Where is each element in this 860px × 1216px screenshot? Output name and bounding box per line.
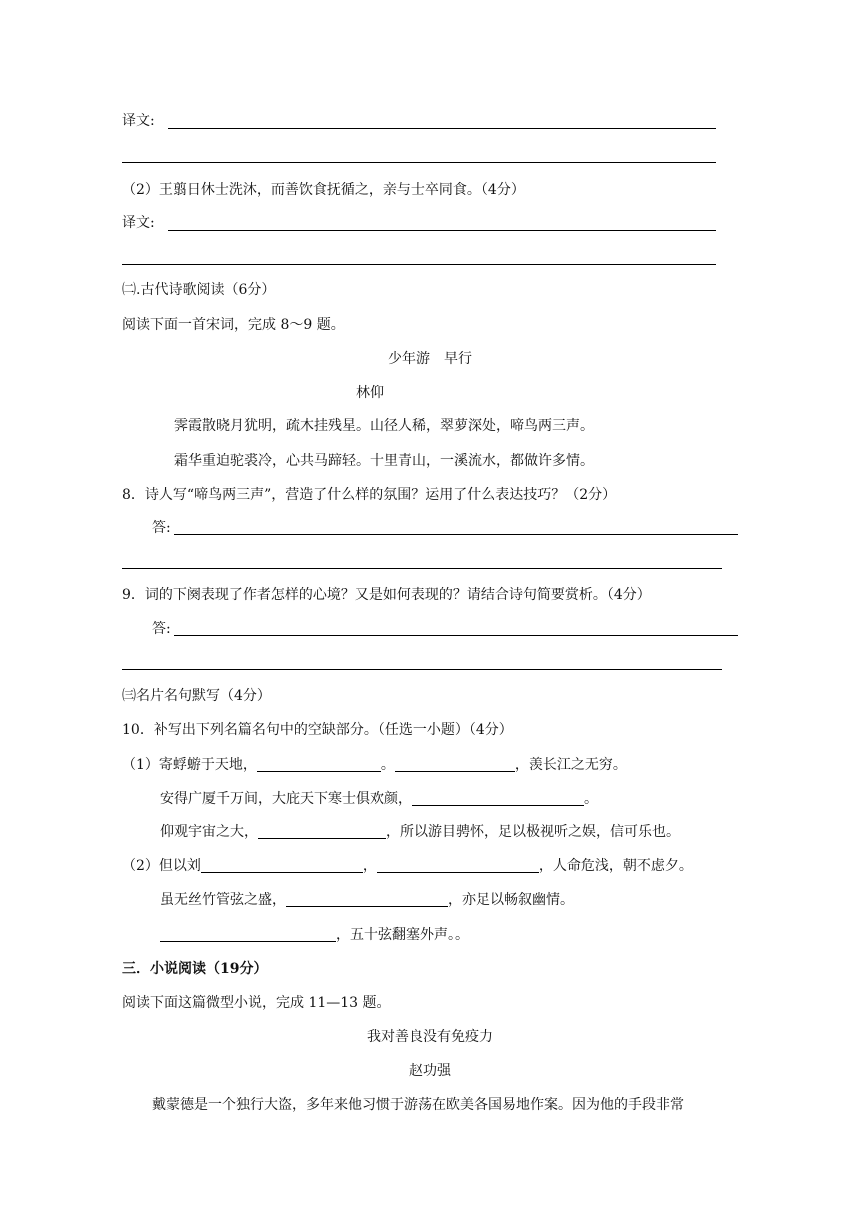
poem-author: 林仰 [356,385,384,401]
answer-line [168,230,716,231]
poem-line-2: 霜华重迫驼裘冷，心共马蹄轻。十里青山，一溪流水，都做许多情。 [174,453,594,469]
section-heading-quotations: ㈢名片名句默写（4分） [122,688,271,704]
poem-line-1: 霁霞散晓月犹明，疏木挂残星。山径人稀，翠萝深处，啼鸟两三声。 [174,418,594,434]
answer-line [122,264,716,265]
poem-instruction: 阅读下面一首宋词，完成 8～9 题。 [122,317,345,333]
story-title: 我对善良没有免疫力 [367,1029,493,1045]
fill-blank-row: 安得广厦千万间，大庇天下寒士俱欢颜， 。 [160,791,598,807]
fill-blank[interactable] [201,858,363,873]
fill-blank-row: 仰观宇宙之大， ，所以游目骋怀，足以极视听之娱，信可乐也。 [160,824,680,840]
fill-blank[interactable] [160,927,336,942]
question-8: 8．诗人写“啼鸟两三声”，营造了什么样的氛围？运用了什么表达技巧？（2分） [122,487,617,503]
answer-line [122,568,722,569]
section-heading-poetry: ㈡.古代诗歌阅读（6分） [122,282,276,298]
answer-line [122,162,716,163]
fill-blank-row: （2）但以刘 ， ，人命危浅，朝不虑夕。 [122,858,693,874]
answer-row-9 [152,620,171,638]
fill-blank[interactable] [395,757,515,772]
answer-label: 答: [152,621,171,637]
answer-line [174,635,738,636]
fill-blank-row: ，五十弦翻塞外声。。 [160,926,469,944]
fill-blank-row: （1）寄蜉蝣于天地， 。 ，羡长江之无穷。 [122,757,627,773]
answer-line [174,534,738,535]
fill-blank[interactable] [257,757,381,772]
answer-label: 答: [152,520,171,536]
answer-row-8 [152,519,171,537]
part-heading-novel: 三．小说阅读（19分） [122,961,268,977]
answer-line [168,128,716,129]
question-9: 9．词的下阕表现了作者怎样的心境？又是如何表现的？请结合诗句简要赏析。（4分） [122,587,651,603]
fill-blank[interactable] [286,892,448,907]
story-author: 赵功强 [409,1063,451,1079]
fill-blank[interactable] [377,858,539,873]
fill-blank[interactable] [412,791,584,806]
story-paragraph: 戴蒙德是一个独行大盗，多年来他习惯于游荡在欧美各国易地作案。因为他的手段非常 [152,1097,684,1113]
question-7-2: （2）王翦日休士洗沐，而善饮食抚循之，亲与士卒同食。（4分） [122,182,525,198]
translation-label: 译文: [122,215,155,231]
fill-blank[interactable] [258,824,386,839]
translation-label: 译文: [122,113,155,129]
answer-line [122,669,722,670]
fill-blank-row: 虽无丝竹管弦之盛， ，亦足以畅叙幽情。 [160,892,574,908]
novel-instruction: 阅读下面这篇微型小说，完成 11—13 题。 [122,995,391,1011]
translation-1-row [122,112,155,130]
question-10: 10．补写出下列名篇名句中的空缺部分。（任选一小题）（4分） [122,722,513,738]
poem-title: 少年游 早行 [388,351,472,367]
translation-2-row [122,214,155,232]
